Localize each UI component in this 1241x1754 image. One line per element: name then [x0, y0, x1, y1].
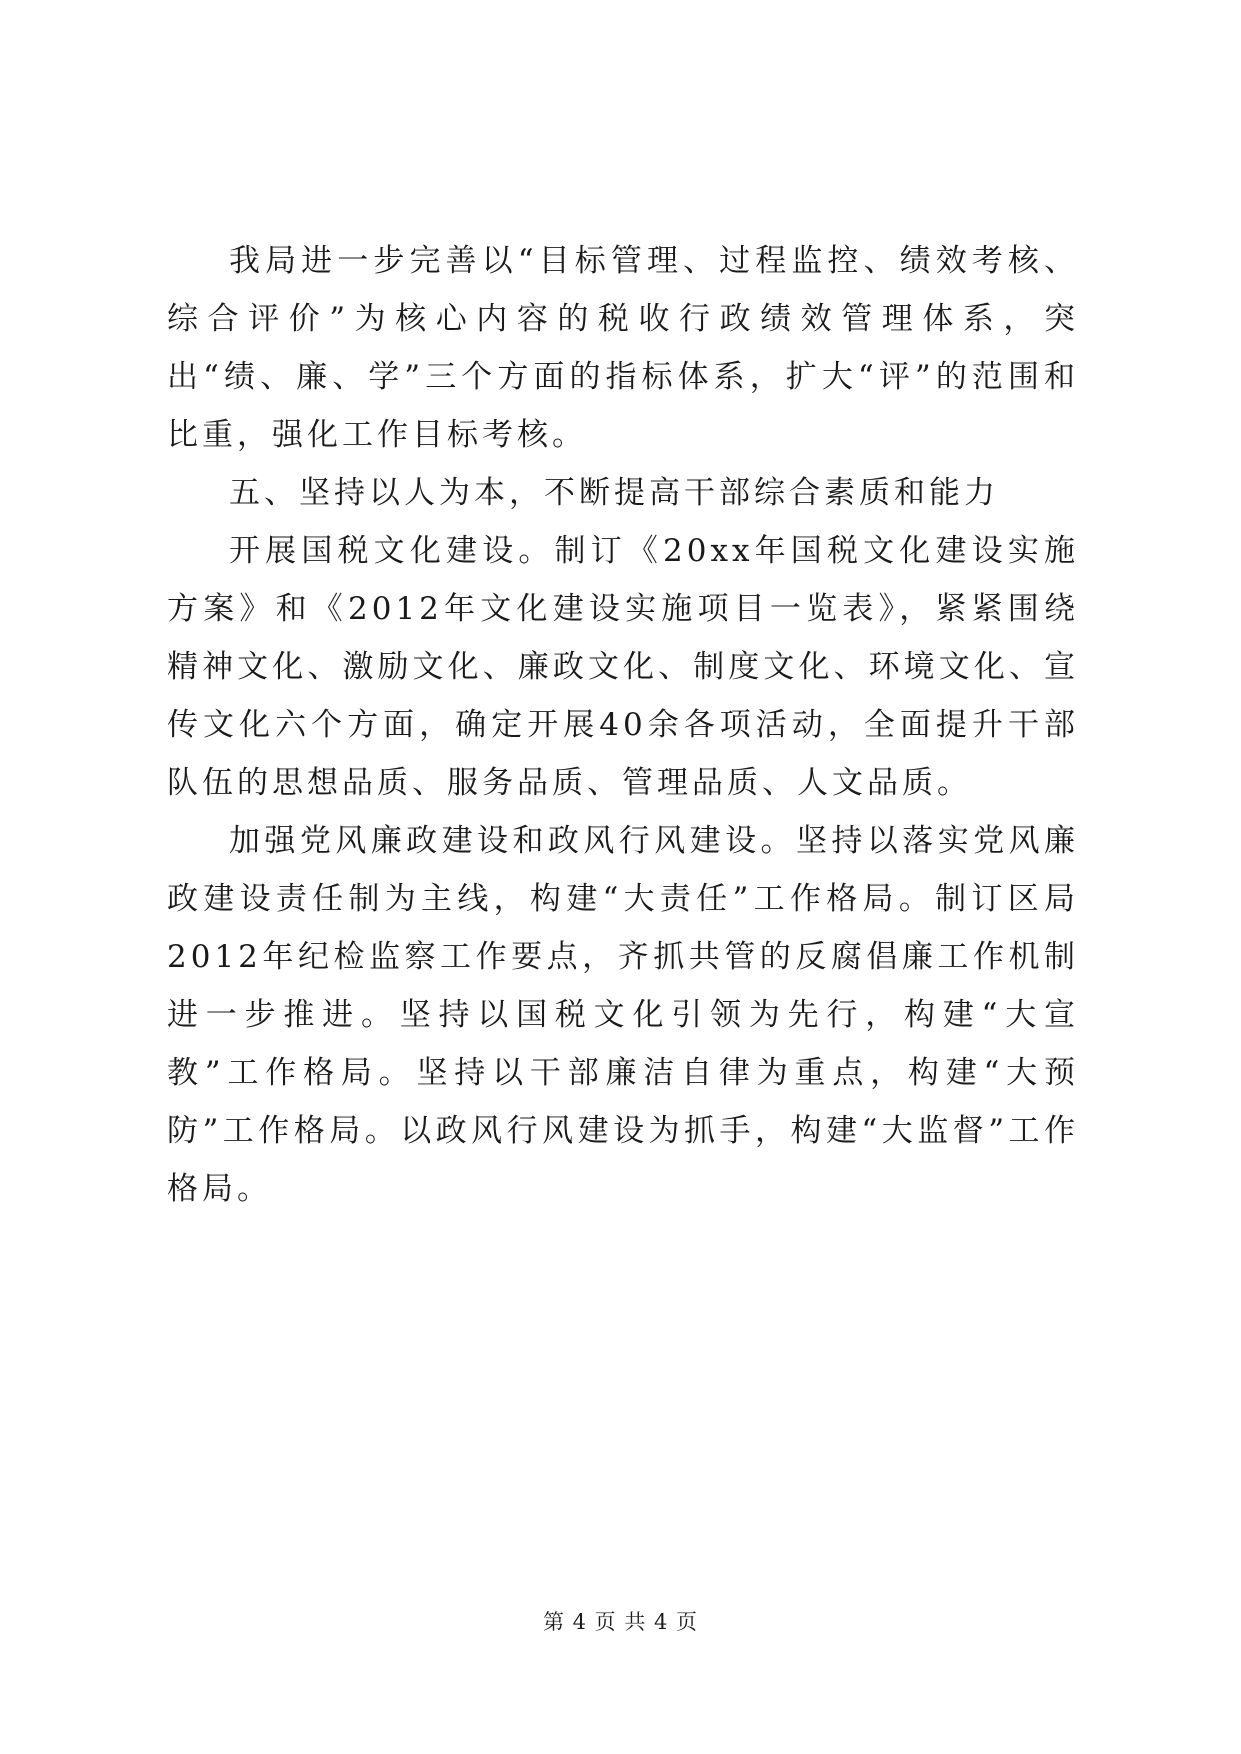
- page-number-footer: 第 4 页 共 4 页: [542, 1610, 699, 1634]
- paragraph-performance-management: 我局进一步完善以“目标管理、过程监控、绩效考核、综合评价”为核心内容的税收行政绩效管理体系，突出“绩、廉、学”三个方面的指标体系，扩大“评”的范围和比重，强化工作目标考核。: [167, 243, 1079, 453]
- section-heading-five: 五、坚持以人为本，不断提高干部综合素质和能力: [229, 475, 999, 511]
- document-body: [167, 232, 1079, 1218]
- paragraph-culture-construction: 开展国税文化建设。制订《20xx年国税文化建设实施方案》和《2012年文化建设实施项目一览表》，紧紧围绕精神文化、激励文化、廉政文化、制度文化、环境文化、宣传文化六个方面，确定开展40余各项活动，全面提升干部队伍的思想品质、服务品质、管理品质、人文品质。: [167, 533, 1079, 801]
- paragraph-party-integrity: 加强党风廉政建设和政风行风建设。坚持以落实党风廉政建设责任制为主线，构建“大责任”工作格局。制订区局2012年纪检监察工作要点，齐抓共管的反腐倡廉工作机制进一步推进。坚持以国税文化引领为先行，构建“大宣教”工作格局。坚持以干部廉洁自律为重点，构建“大预防”工作格局。以政风行风建设为抓手，构建“大监督”工作格局。: [167, 823, 1079, 1207]
